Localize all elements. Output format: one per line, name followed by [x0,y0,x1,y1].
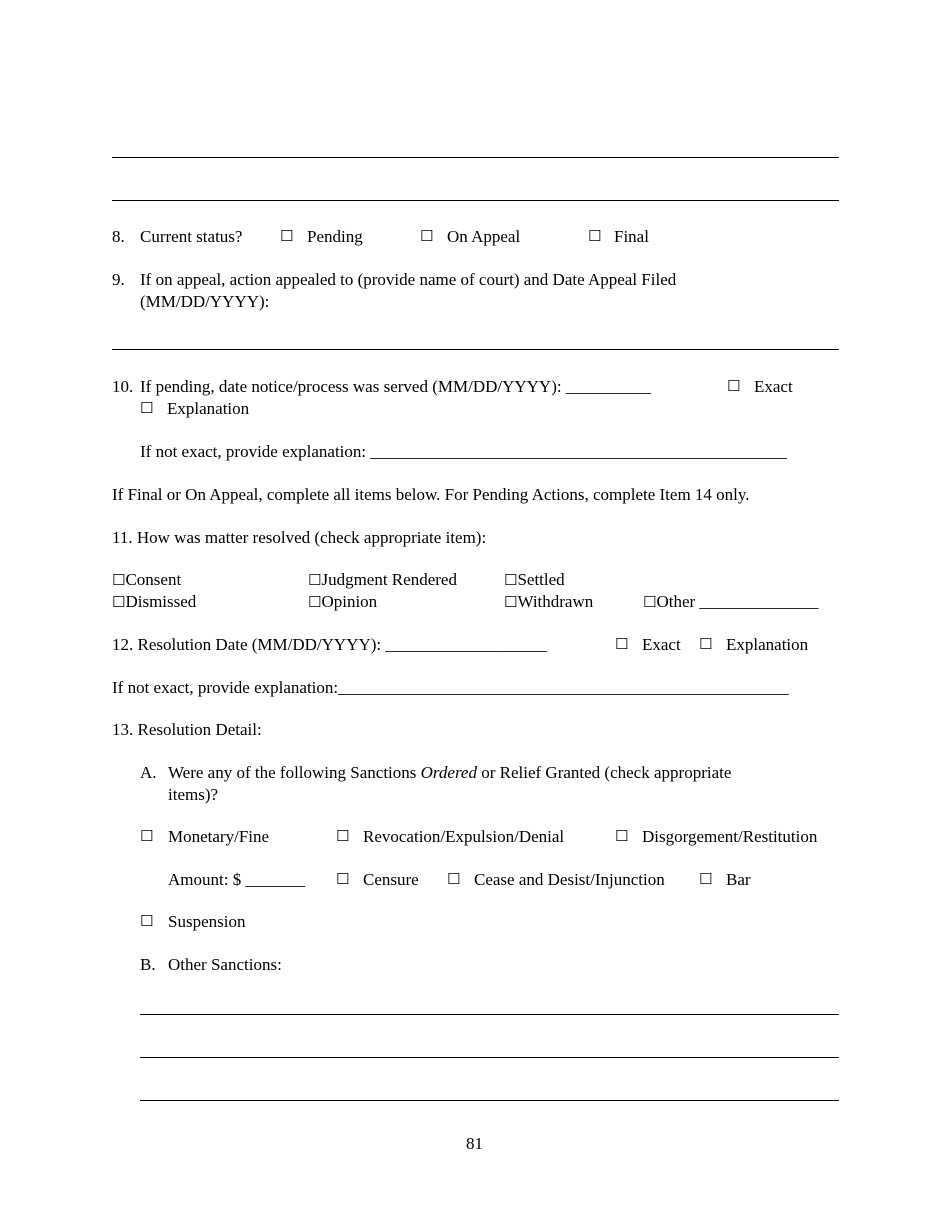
checkbox-icon: ☐ [699,870,713,888]
q13-b-letter: B. [140,955,156,974]
settled-label: Settled [517,570,565,589]
q13-a-line2: items)? [168,785,219,804]
q10-explain-field[interactable]: If not exact, provide explanation: _________________________________________________ [140,442,787,461]
checkbox-suspension[interactable] [140,911,153,932]
checkbox-opinion[interactable] [308,591,377,613]
dismissed-label: Dismissed [125,592,197,611]
checkbox-q10-exact[interactable] [727,376,740,397]
checkbox-icon: ☐ [615,827,629,845]
q9-line2: (MM/DD/YYYY): [140,292,270,311]
blank-line-2[interactable] [112,200,839,201]
cease-desist-label: Cease and Desist/Injunction [474,870,665,889]
checkbox-icon: ☐ [615,635,629,653]
checkbox-icon: ☐ [643,593,657,611]
q10-number: 10. [112,377,134,396]
q12-explanation-label: Explanation [726,635,809,654]
checkbox-q12-exact[interactable] [615,634,628,655]
revocation-label: Revocation/Expulsion/Denial [363,827,565,846]
q10-explanation-label: Explanation [167,399,250,418]
checkbox-other[interactable] [643,591,818,613]
checkbox-icon: ☐ [336,870,350,888]
other-label: Other ______________ [656,592,819,611]
q13-label: 13. Resolution Detail: [112,720,262,739]
checkbox-final[interactable] [588,226,601,247]
q12-label: 12. Resolution Date (MM/DD/YYYY): ___________________ [112,635,547,654]
checkbox-settled[interactable] [504,569,565,591]
checkbox-consent[interactable] [112,569,181,591]
withdrawn-label: Withdrawn [517,592,594,611]
q8-number: 8. [112,227,125,246]
checkbox-q12-explanation[interactable] [699,634,712,655]
judgment-label: Judgment Rendered [321,570,457,589]
option-final-label: Final [614,227,649,246]
checkbox-icon: ☐ [420,227,434,245]
q13-b-label: Other Sanctions: [168,955,282,974]
other-sanctions-line-1[interactable] [140,1014,839,1015]
checkbox-monetary-fine[interactable] [140,826,153,847]
checkbox-dismissed[interactable] [112,591,196,613]
page-number: 81 [466,1134,483,1153]
checkbox-icon: ☐ [447,870,461,888]
checkbox-icon: ☐ [308,571,322,589]
q13-a-line1-post: or Relief Granted (check appropriate [476,763,732,782]
checkbox-icon: ☐ [504,571,518,589]
q13-a-line1-pre: Were any of the following Sanctions [168,763,421,782]
checkbox-bar[interactable] [699,869,712,890]
q9-number: 9. [112,270,125,289]
checkbox-icon: ☐ [699,635,713,653]
checkbox-icon: ☐ [140,827,154,845]
checkbox-icon: ☐ [308,593,322,611]
checkbox-icon: ☐ [112,593,126,611]
checkbox-pending[interactable] [280,226,293,247]
option-on-appeal-label: On Appeal [447,227,521,246]
bar-label: Bar [726,870,751,889]
q12-exact-label: Exact [642,635,681,654]
checkbox-withdrawn[interactable] [504,591,593,613]
opinion-label: Opinion [321,592,378,611]
censure-label: Censure [363,870,419,889]
q11-label: 11. How was matter resolved (check appropriate item): [112,528,487,547]
blank-line-1[interactable] [112,157,839,158]
checkbox-icon: ☐ [140,912,154,930]
q13-a-line1-em: Ordered [420,763,477,782]
instruction-text: If Final or On Appeal, complete all items below. For Pending Actions, complete Item 14 only. [112,485,750,504]
suspension-label: Suspension [168,912,246,931]
checkbox-judgment-rendered[interactable] [308,569,457,591]
checkbox-revocation[interactable] [336,826,349,847]
q9-line1: If on appeal, action appealed to (provide name of court) and Date Appeal Filed [140,270,677,289]
disgorgement-label: Disgorgement/Restitution [642,827,818,846]
option-pending-label: Pending [307,227,363,246]
amount-field[interactable]: Amount: $ _______ [168,870,305,889]
monetary-fine-label: Monetary/Fine [168,827,270,846]
checkbox-disgorgement[interactable] [615,826,628,847]
checkbox-cease-desist[interactable] [447,869,460,890]
q13-a-line1 [168,762,731,783]
other-sanctions-line-2[interactable] [140,1057,839,1058]
checkbox-icon: ☐ [727,377,741,395]
other-sanctions-line-3[interactable] [140,1100,839,1101]
checkbox-on-appeal[interactable] [420,226,433,247]
q10-label: If pending, date notice/process was served (MM/DD/YYYY): __________ [140,377,651,396]
checkbox-icon: ☐ [588,227,602,245]
consent-label: Consent [125,570,182,589]
checkbox-icon: ☐ [140,399,154,417]
q13-a-letter: A. [140,763,157,782]
checkbox-icon: ☐ [336,827,350,845]
q9-answer-line[interactable] [112,349,839,350]
q8-label: Current status? [140,227,243,246]
checkbox-icon: ☐ [112,571,126,589]
q12-explain-field[interactable]: If not exact, provide explanation:_____________________________________________________ [112,678,789,697]
checkbox-icon: ☐ [280,227,294,245]
checkbox-icon: ☐ [504,593,518,611]
checkbox-q10-explanation[interactable] [140,398,153,419]
q10-exact-label: Exact [754,377,793,396]
checkbox-censure[interactable] [336,869,349,890]
